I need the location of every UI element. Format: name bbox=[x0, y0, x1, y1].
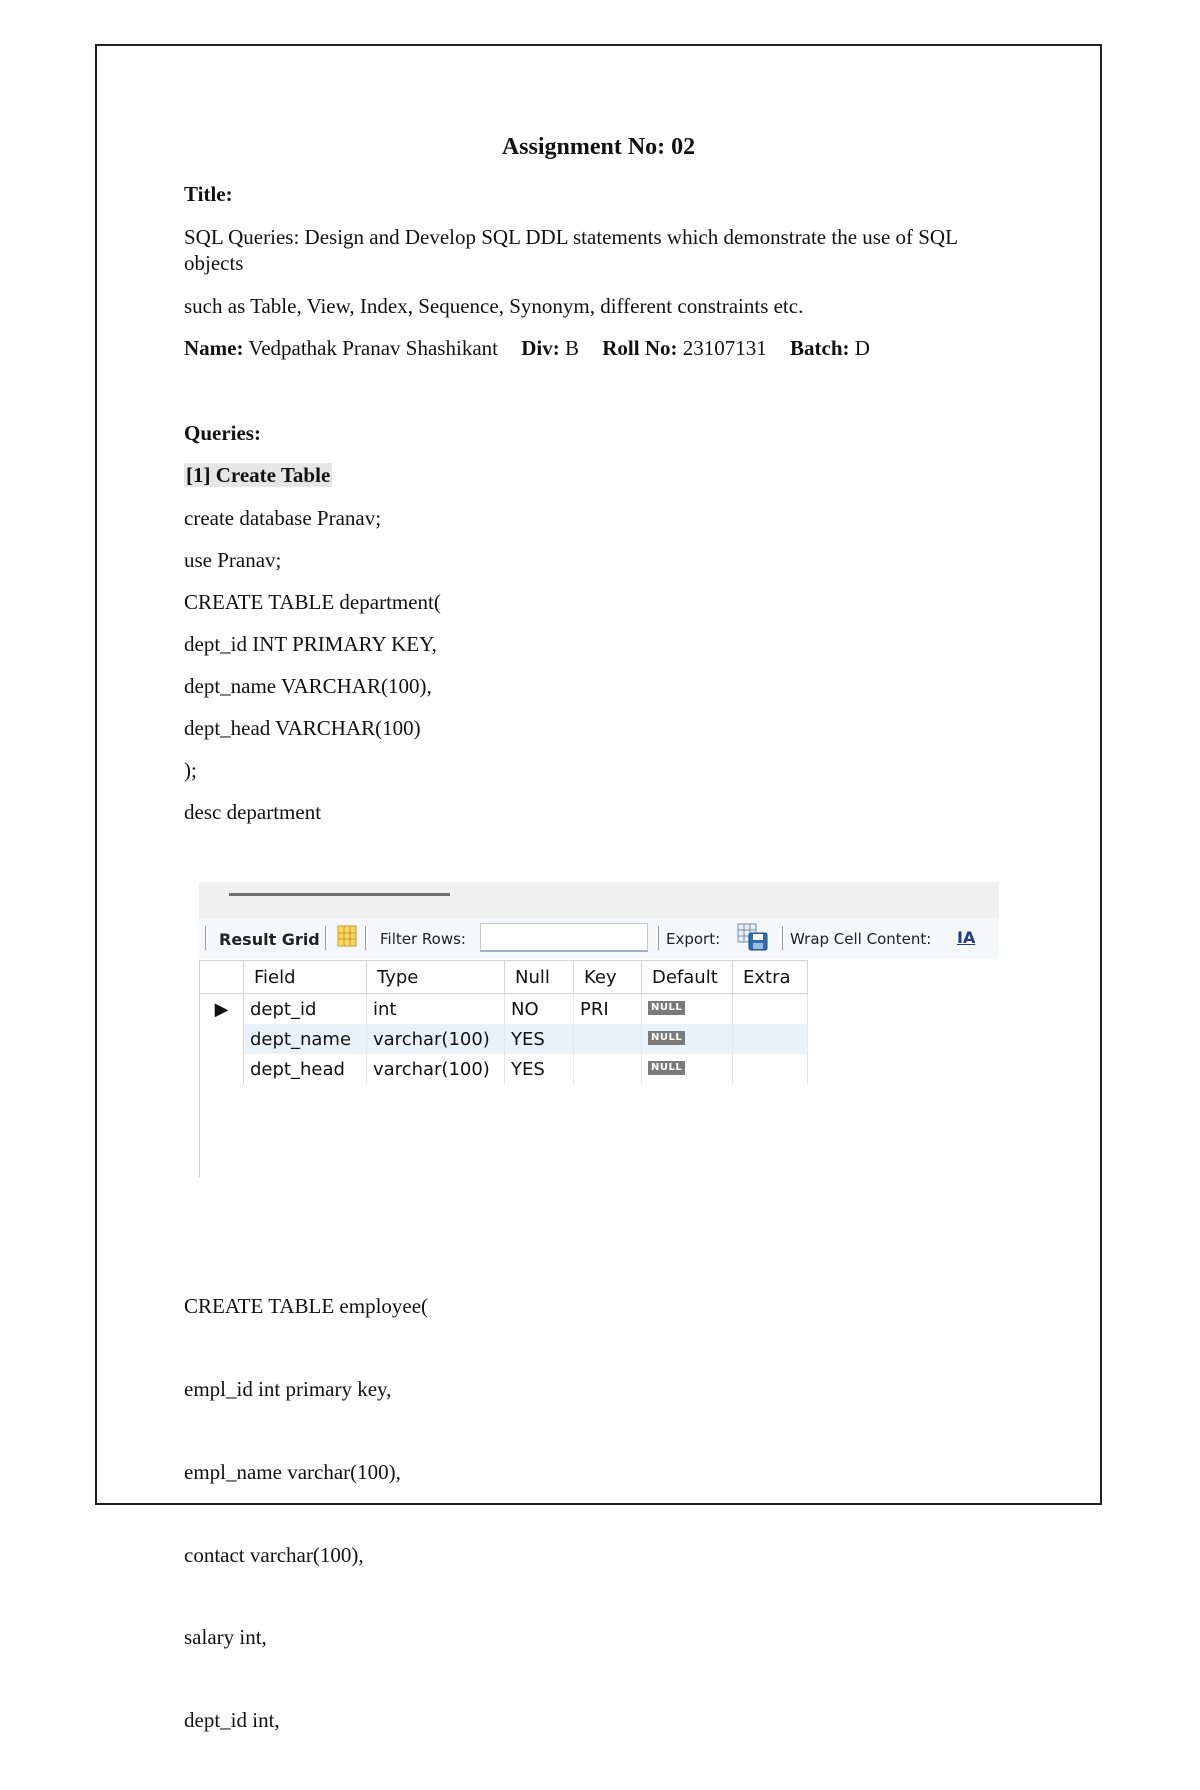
code-line: empl_name varchar(100), bbox=[184, 1459, 401, 1484]
grid-left-border bbox=[199, 960, 200, 1177]
column-header[interactable]: Null bbox=[505, 961, 574, 994]
name-label: Name: bbox=[184, 336, 244, 360]
cell-null[interactable]: YES bbox=[505, 1054, 574, 1084]
student-info bbox=[184, 336, 870, 361]
column-header[interactable]: Type bbox=[367, 961, 505, 994]
cell-type[interactable]: varchar(100) bbox=[367, 1054, 505, 1084]
section1-heading: [1] Create Table bbox=[186, 463, 331, 487]
row-selector bbox=[200, 1054, 244, 1084]
export-icon[interactable] bbox=[737, 922, 769, 952]
result-tab-strip bbox=[199, 882, 999, 918]
filter-rows-label: Filter Rows: bbox=[380, 930, 466, 948]
column-header[interactable]: Key bbox=[574, 961, 642, 994]
code-line: dept_head VARCHAR(100) bbox=[184, 716, 421, 740]
title-text-line1b: objects bbox=[184, 251, 244, 275]
cell-null[interactable]: NO bbox=[505, 994, 574, 1025]
table-row[interactable] bbox=[200, 994, 808, 1025]
cell-default[interactable] bbox=[642, 1054, 733, 1084]
cell-key[interactable]: PRI bbox=[574, 994, 642, 1025]
code-line: dept_id INT PRIMARY KEY, bbox=[184, 632, 437, 656]
result-table bbox=[199, 960, 808, 1084]
toolbar-separator bbox=[205, 926, 206, 950]
cell-default[interactable] bbox=[642, 994, 733, 1025]
queries-label: Queries: bbox=[184, 421, 261, 445]
cell-field[interactable]: dept_head bbox=[244, 1054, 367, 1084]
cell-field[interactable]: dept_name bbox=[244, 1024, 367, 1054]
result-toolbar bbox=[199, 918, 999, 958]
wrap-cell-icon[interactable]: IA bbox=[957, 928, 976, 947]
cell-key[interactable] bbox=[574, 1054, 642, 1084]
code-line: CREATE TABLE department( bbox=[184, 590, 441, 614]
row-pointer-icon: ▶ bbox=[200, 994, 244, 1025]
toolbar-separator bbox=[365, 926, 366, 950]
code-line: create database Pranav; bbox=[184, 506, 382, 530]
cell-extra[interactable] bbox=[733, 994, 808, 1025]
div-value: B bbox=[564, 336, 579, 360]
cell-field[interactable]: dept_id bbox=[244, 994, 367, 1025]
batch-label: Batch: bbox=[790, 336, 850, 360]
column-header[interactable]: Extra bbox=[733, 961, 808, 994]
code-line: desc department bbox=[184, 800, 322, 824]
header-row bbox=[200, 961, 808, 994]
filter-rows-input[interactable] bbox=[480, 923, 648, 952]
column-header[interactable]: Field bbox=[244, 961, 367, 994]
code-line: use Pranav; bbox=[184, 548, 282, 572]
code-block-2 bbox=[184, 1238, 428, 1790]
title-label: Title: bbox=[184, 182, 233, 206]
title-text-line2: such as Table, View, Index, Sequence, Synonym, different constraints etc. bbox=[184, 294, 804, 318]
cell-extra[interactable] bbox=[733, 1024, 808, 1054]
roll-value: 23107131 bbox=[682, 336, 767, 360]
table-row[interactable] bbox=[200, 1054, 808, 1084]
assignment-heading: Assignment No: 02 bbox=[501, 134, 696, 160]
column-header[interactable]: Default bbox=[642, 961, 733, 994]
code-line: dept_id int, bbox=[184, 1708, 280, 1733]
row-selector-header bbox=[200, 961, 244, 994]
cell-type[interactable]: varchar(100) bbox=[367, 1024, 505, 1054]
form-editor-icon[interactable] bbox=[337, 925, 357, 947]
row-selector bbox=[200, 1024, 244, 1054]
cell-key[interactable] bbox=[574, 1024, 642, 1054]
wrap-cell-label: Wrap Cell Content: bbox=[790, 930, 932, 948]
name-value: Vedpathak Pranav Shashikant bbox=[248, 336, 498, 360]
title-text bbox=[184, 224, 1014, 276]
code-line: contact varchar(100), bbox=[184, 1542, 364, 1567]
toolbar-separator bbox=[325, 926, 326, 950]
roll-label: Roll No: bbox=[602, 336, 678, 360]
div-label: Div: bbox=[521, 336, 560, 360]
result-grid-tab[interactable]: Result Grid bbox=[219, 930, 320, 949]
code-line: dept_name VARCHAR(100), bbox=[184, 674, 432, 698]
code-line: ); bbox=[184, 758, 197, 782]
title-text-line1: SQL Queries: Design and Develop SQL DDL statements which demonstrate the use of SQL bbox=[184, 225, 958, 249]
cell-default[interactable] bbox=[642, 1024, 733, 1054]
result-grid-screenshot bbox=[199, 882, 999, 1177]
cell-extra[interactable] bbox=[733, 1054, 808, 1084]
code-line: empl_id int primary key, bbox=[184, 1376, 392, 1401]
export-label: Export: bbox=[666, 930, 721, 948]
null-badge: NULL bbox=[648, 1001, 685, 1015]
cell-null[interactable]: YES bbox=[505, 1024, 574, 1054]
result-grid bbox=[199, 960, 808, 1084]
cell-type[interactable]: int bbox=[367, 994, 505, 1025]
toolbar-separator bbox=[658, 926, 659, 950]
code-line: salary int, bbox=[184, 1625, 267, 1650]
null-badge: NULL bbox=[648, 1061, 685, 1075]
tab-underline bbox=[229, 893, 450, 896]
table-row[interactable] bbox=[200, 1024, 808, 1054]
section1-heading-wrap bbox=[184, 463, 332, 488]
code-line: CREATE TABLE employee( bbox=[184, 1294, 429, 1319]
null-badge: NULL bbox=[648, 1031, 685, 1045]
toolbar-separator bbox=[782, 926, 783, 950]
batch-value: D bbox=[854, 336, 870, 360]
